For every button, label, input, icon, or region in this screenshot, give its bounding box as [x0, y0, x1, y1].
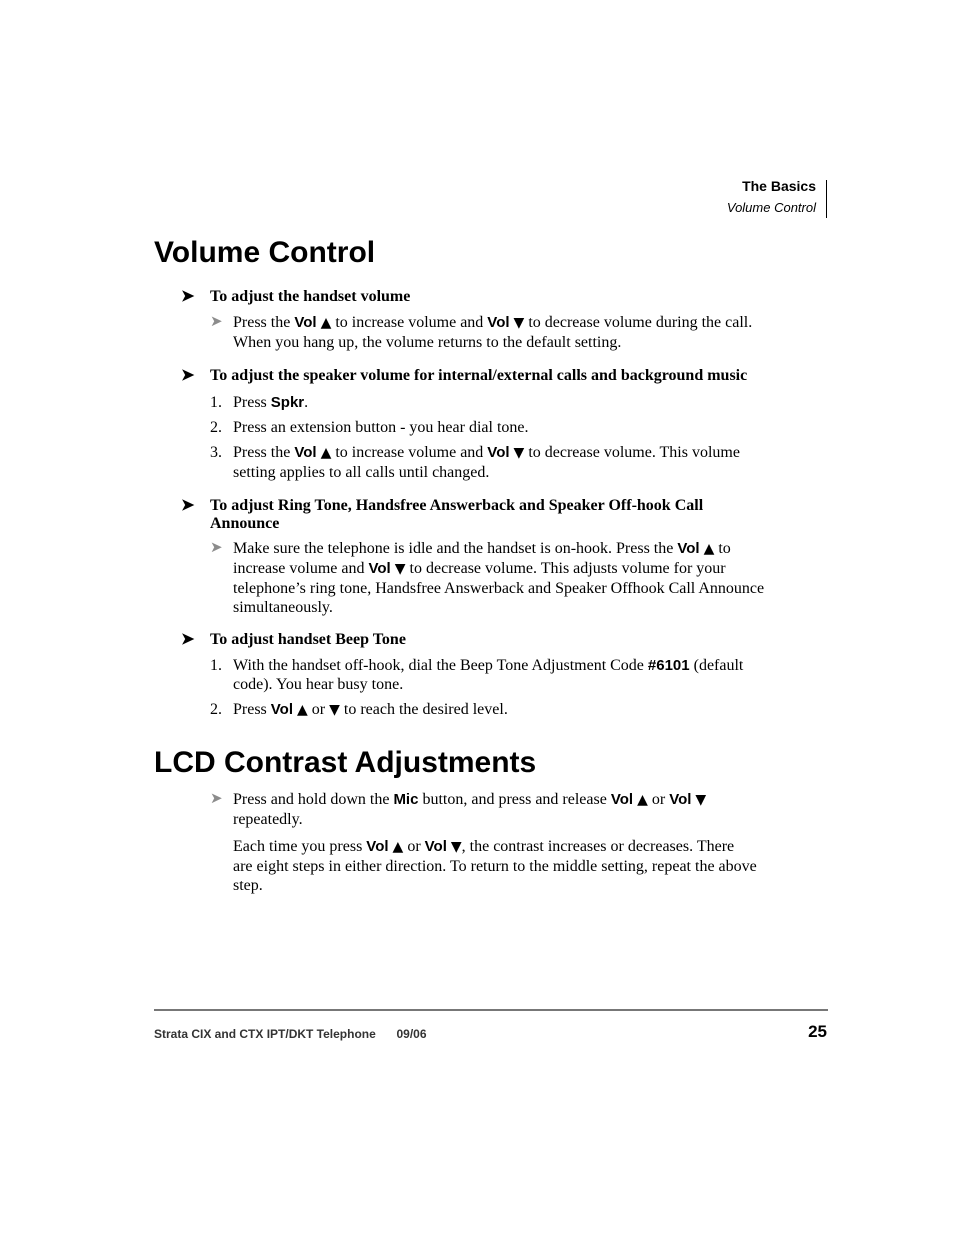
- procedure-arrow-icon: ➤: [181, 631, 195, 648]
- up-triangle-icon: ▲: [320, 315, 332, 331]
- procedure-heading-text: To adjust the handset volume: [210, 288, 411, 305]
- step-text: Press and hold down the: [233, 791, 390, 808]
- footer-date: 09/06: [396, 1027, 427, 1041]
- vol-key: Vol: [294, 314, 317, 331]
- up-triangle-icon: ▲: [297, 702, 308, 718]
- step-text: step.: [233, 877, 263, 894]
- step-text: (default: [693, 657, 744, 674]
- mic-key: Mic: [393, 791, 419, 808]
- procedure-heading-text: To adjust Ring Tone, Handsfree Answerback and Speaker Off-hook Call: [210, 497, 704, 514]
- up-triangle-icon: ▲: [637, 792, 648, 808]
- procedure-heading-text: Announce: [210, 515, 280, 532]
- spkr-key: Spkr: [270, 394, 305, 411]
- down-triangle-icon: ▼: [513, 315, 525, 331]
- step-text: telephone’s ring tone, Handsfree Answerback and Speaker Offhook Call Announce: [233, 580, 765, 597]
- down-triangle-icon: ▼: [450, 839, 462, 855]
- step-lcd-contrast: [210, 790, 800, 829]
- step-text: button, and press and release: [422, 791, 607, 808]
- beep-code: #6101: [647, 657, 690, 674]
- vol-key: Vol: [270, 701, 294, 718]
- vol-key: Vol: [366, 838, 389, 855]
- running-header-chapter: The Basics: [742, 178, 816, 194]
- down-triangle-icon: ▼: [394, 561, 406, 577]
- step-text: With the handset off-hook, dial the Beep Tone Adjustment Code: [233, 657, 644, 674]
- step-text: Press the: [233, 444, 291, 461]
- header-rule: [826, 180, 827, 218]
- procedure-heading-beep-tone: [181, 631, 801, 649]
- down-triangle-icon: ▼: [513, 445, 525, 461]
- vol-key: Vol: [424, 838, 447, 855]
- step-number: 2.: [210, 701, 222, 718]
- footer-title: [154, 1027, 427, 1041]
- procedure-arrow-icon: ➤: [181, 497, 195, 514]
- step-text: to: [718, 540, 731, 557]
- step-text: code). You hear busy tone.: [233, 676, 404, 693]
- procedure-heading-ring-tone: [181, 497, 801, 533]
- step-text: Press the: [233, 314, 291, 331]
- section-title-lcd-contrast: LCD Contrast Adjustments: [154, 746, 537, 779]
- procedure-arrow-icon: ➤: [181, 288, 195, 305]
- vol-key: Vol: [487, 314, 510, 331]
- section-title-volume-control: Volume Control: [154, 236, 376, 269]
- step-text: to reach the desired level.: [343, 701, 508, 718]
- step-text: Press an extension button - you hear dial tone.: [233, 419, 529, 436]
- step-text: or: [407, 838, 421, 855]
- step-arrow-icon: ➤: [210, 791, 223, 807]
- step-text: Each time you press: [233, 838, 363, 855]
- step-text: or: [311, 701, 326, 718]
- footer-document-title: Strata CIX and CTX IPT/DKT Telephone: [154, 1027, 376, 1041]
- step-number: 3.: [210, 444, 222, 461]
- vol-key: Vol: [368, 560, 391, 577]
- numbered-step-1: [210, 656, 800, 694]
- numbered-step-2: [210, 418, 800, 437]
- step-text: repeatedly.: [233, 811, 303, 828]
- running-header-section: Volume Control: [726, 200, 816, 215]
- procedure-heading-speaker: [181, 367, 801, 385]
- up-triangle-icon: ▲: [392, 839, 404, 855]
- step-arrow-icon: ➤: [210, 540, 223, 556]
- step-text: Press: [233, 394, 267, 411]
- vol-key: Vol: [487, 444, 510, 461]
- vol-key: Vol: [610, 791, 634, 808]
- lcd-explanation-paragraph: [210, 837, 800, 895]
- procedure-heading-text: To adjust handset Beep Tone: [210, 631, 406, 648]
- step-text: Make sure the telephone is idle and the handset is on-hook. Press the: [233, 540, 674, 557]
- step-number: 1.: [210, 657, 222, 674]
- step-text: When you hang up, the volume returns to the default setting.: [233, 334, 622, 351]
- step-arrow-icon: ➤: [210, 314, 223, 330]
- step-text: setting applies to all calls until changed.: [233, 464, 490, 481]
- vol-key: Vol: [294, 444, 317, 461]
- procedure-arrow-icon: ➤: [181, 367, 195, 384]
- numbered-step-3: [210, 443, 800, 482]
- step-text: simultaneously.: [233, 599, 333, 616]
- up-triangle-icon: ▲: [703, 541, 715, 557]
- step-text: or: [651, 791, 666, 808]
- step-number: 1.: [210, 394, 222, 411]
- step-number: 2.: [210, 419, 222, 436]
- footer-rule: [154, 1009, 828, 1011]
- step-text: to decrease volume during the call.: [528, 314, 753, 331]
- step-text: to increase volume and: [335, 444, 484, 461]
- step-text: to decrease volume. This adjusts volume for your: [409, 560, 726, 577]
- vol-key: Vol: [669, 791, 692, 808]
- step-text: are eight steps in either direction. To return to the middle setting, repeat the above: [233, 858, 757, 875]
- numbered-step-2: [210, 700, 800, 720]
- step-text: , the contrast increases or decreases. There: [461, 838, 735, 855]
- procedure-heading-handset: [181, 288, 801, 306]
- step-text: .: [304, 394, 309, 411]
- down-triangle-icon: ▼: [329, 702, 340, 718]
- step-ring-tone: [210, 539, 800, 617]
- up-triangle-icon: ▲: [320, 445, 332, 461]
- down-triangle-icon: ▼: [695, 792, 707, 808]
- step-text: increase volume and: [233, 560, 365, 577]
- page-number: 25: [808, 1022, 827, 1041]
- step-handset-volume: [210, 313, 800, 352]
- step-text: Press: [233, 701, 267, 718]
- procedure-heading-text: To adjust the speaker volume for internal/external calls and background music: [210, 367, 748, 384]
- step-text: to decrease volume. This volume: [528, 444, 740, 461]
- vol-key: Vol: [677, 540, 700, 557]
- numbered-step-1: [210, 393, 800, 412]
- step-text: to increase volume and: [335, 314, 484, 331]
